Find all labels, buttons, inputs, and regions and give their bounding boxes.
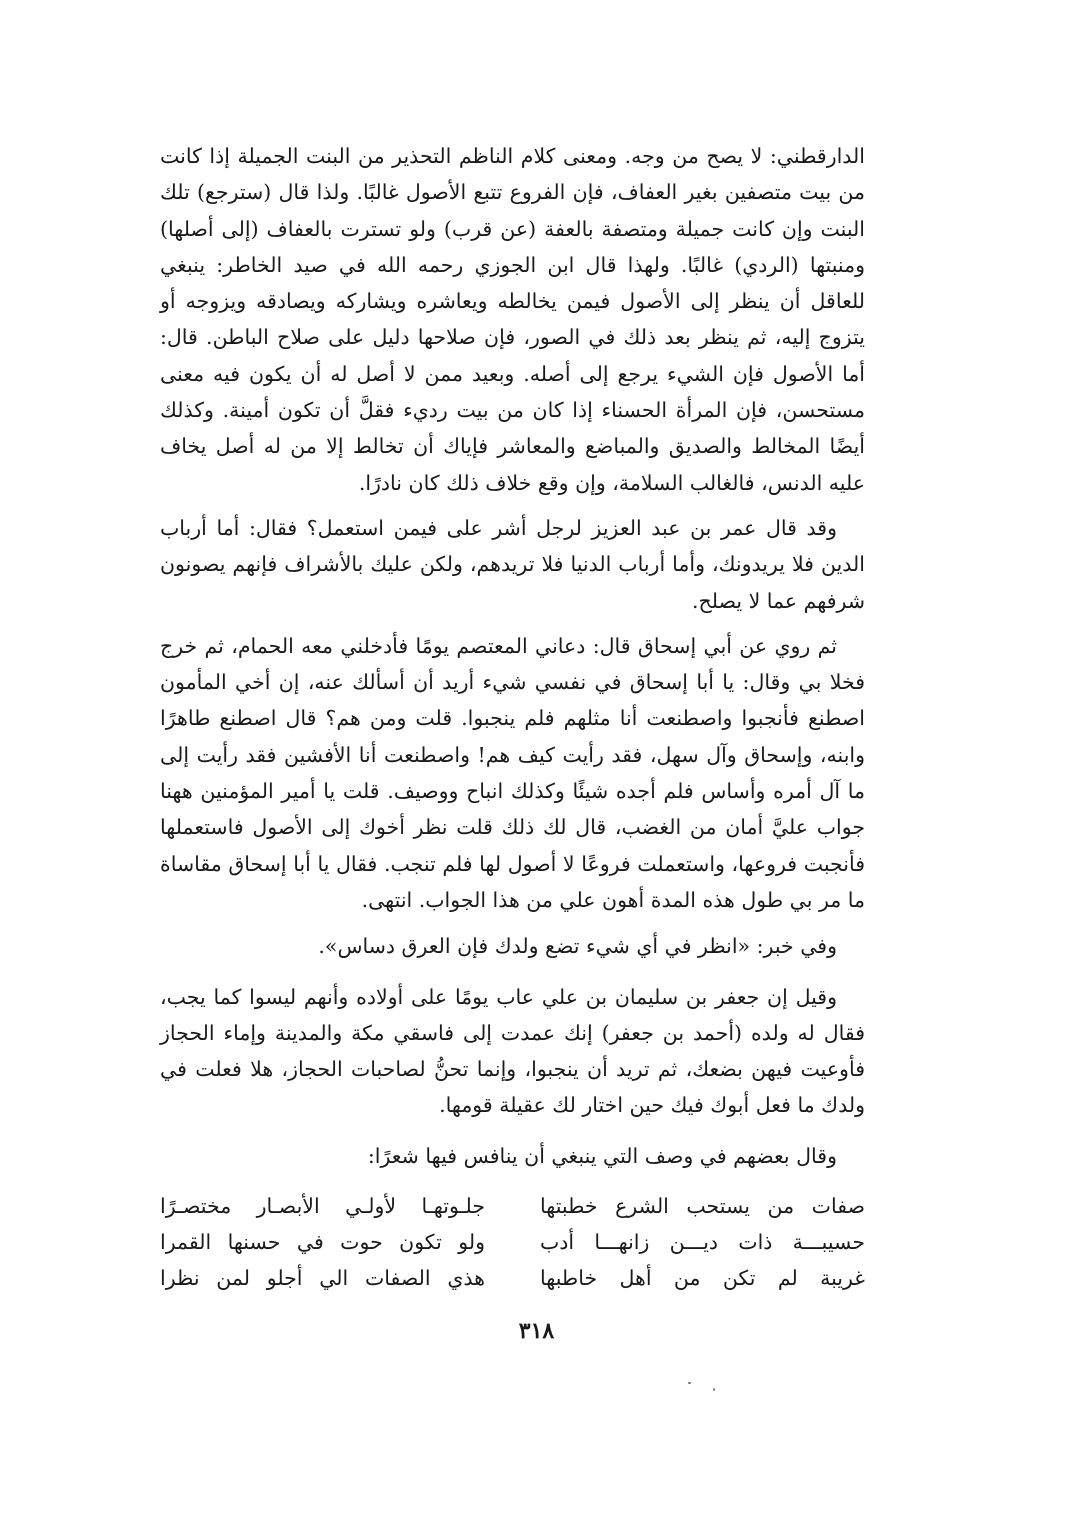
poem-first-hemistich: صفات من يستحب الشرع خطبتها	[540, 1194, 865, 1219]
poem-verse	[160, 1224, 865, 1260]
paragraph-4: وفي خبر: «انظر في أي شيء تضع ولدك فإن العرق دساس».	[318, 934, 837, 959]
paragraph-5: وقيل إن جعفر بن سليمان بن علي عاب يومًا على أولاده وأنهم ليسوا كما يجب، فقال له ولده (أحمد بن جعفر) إنك عمدت إلى فاسقي مكة والمدينة وإماء الحجاز فأوعيت فيهن بضعك، ثم تريد أن ينجبوا، وإنما تحنُّ لصاحبات الحجاز، هلا فعلت في ولدك ما فعل أبوك فيك حين اختار لك عقيلة قومها.	[160, 984, 865, 1118]
scan-speck	[688, 1382, 691, 1384]
poem-second-hemistich: ولو تكون حوت في حسنها القمرا	[160, 1230, 485, 1255]
paragraph-1: الدارقطني: لا يصح من وجه. ومعنى كلام الناظم التحذير من البنت الجميلة إذا كانت من بيت متصفين بغير العفاف، فإن الفروع تتبع الأصول غالبًا. ولذا قال (سترجع) تلك البنت وإن كانت جميلة ومتصفة بالعفة (عن قرب) ولو تسترت بالعفاف (إلى أصلها) ومنبتها (الردي) غالبًا. ولهذا قال ابن الجوزي رحمه الله في صيد الخاطر: ينبغي للعاقل أن ينظر إلى الأصول فيمن يخالطه ويعاشره ويشاركه ويصادقه ويزوجه أو يتزوج إليه، ثم ينظر بعد ذلك في الصور، فإن صلاحها دليل على صلاح الباطن. قال: أما الأصول فإن الشيء يرجع إلى أصله. وبعيد ممن لا أصل له أن يكون فيه معنى مستحسن، فإن المرأة الحسناء إذا كان من بيت رديء فقلَّ أن تكون أمينة. وكذلك أيضًا المخالط والصديق والمباضع والمعاشر فإياك أن تخالط إلا من له أصل يخاف عليه الدنس، فالغالب السلامة، وإن وقع خلاف ذلك كان نادرًا.	[160, 144, 865, 495]
poem-verse	[160, 1260, 865, 1296]
scan-speck	[713, 1388, 715, 1391]
paragraph-6: وقال بعضهم في وصف التي ينبغي أن ينافس فيها شعرًا:	[367, 1143, 837, 1168]
poem-second-hemistich: جلـوتهـا لأولـي الأبصـار مختصـرًا	[160, 1194, 485, 1219]
paragraph-3: ثم روي عن أبي إسحاق قال: دعاني المعتصم يومًا فأدخلني معه الحمام، ثم خرج فخلا بي وقال: يا أبا إسحاق في نفسي شيء أريد أن أسألك عنه، إن أخي المأمون اصطنع فأنجبوا واصطنعت أنا مثلهم فلم ينجبوا. قلت ومن هم؟ قال اصطنع طاهرًا وابنه، وإسحاق وآل سهل، فقد رأيت كيف هم! واصطنعت أنا الأفشين فقد رأيت إلى ما آل أمره وأساس فلم أجده شيئًا وكذلك انباح ووصيف. قلت يا أمير المؤمنين ههنا جواب عليَّ أمان من الغضب، قال لك ذلك قلت نظر أخوك إلى الأصول فاستعملها فأنجبت فروعها، واستعملت فروعًا لا أصول لها فلم تنجب. فقال يا أبا إسحاق مقاساة ما مر بي طول هذه المدة أهون علي من هذا الجواب. انتهى.	[160, 633, 865, 912]
poem-first-hemistich: حسيبـــة ذات ديـــن زانهـــا أدب	[540, 1230, 865, 1255]
page-number: ٣١٨	[518, 1318, 555, 1344]
poem	[160, 1188, 865, 1296]
poem-verse	[160, 1188, 865, 1224]
page-body	[160, 138, 865, 1296]
poem-first-hemistich: غريبة لم تكن من أهل خاطبها	[540, 1266, 865, 1291]
poem-second-hemistich: هذي الصفات الي أجلو لمن نظرا	[160, 1266, 485, 1291]
paragraph-2: وقد قال عمر بن عبد العزيز لرجل أشر على فيمن استعمل؟ فقال: أما أرباب الدين فلا يريدونك، وأما أرباب الدنيا فلا تريدهم، ولكن عليك بالأشراف فإنهم يصونون شرفهم عما لا يصلح.	[160, 515, 865, 613]
